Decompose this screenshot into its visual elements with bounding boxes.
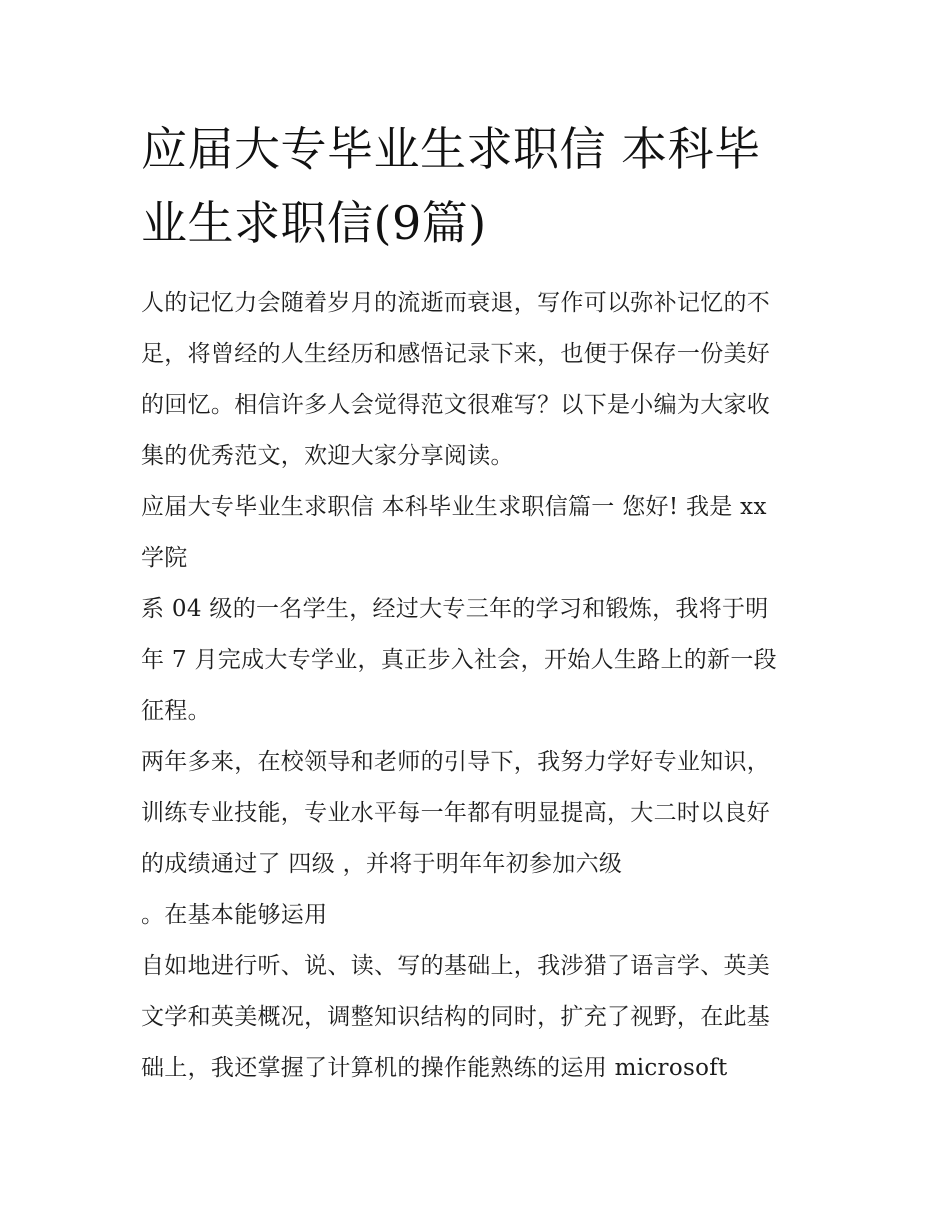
text-line: 的成绩通过了 四级 ，并将于明年年初参加六级 — [141, 851, 623, 877]
text-line: 学院 — [141, 545, 188, 571]
document-content — [141, 112, 821, 1094]
text-line: 的回忆。相信许多人会觉得范文很难写？以下是小编为大家收 — [141, 392, 771, 418]
text-line: 础上，我还掌握了计算机的操作能熟练的运用 microsoft — [141, 1055, 728, 1081]
text-line: 。在基本能够运用 — [141, 902, 328, 928]
text-line: 集的优秀范文，欢迎大家分享阅读。 — [141, 443, 514, 469]
document-body — [141, 278, 821, 1094]
text-line: 人的记忆力会随着岁月的流逝而衰退，写作可以弥补记忆的不 — [141, 290, 771, 316]
text-line: 年 7 月完成大专学业，真正步入社会，开始人生路上的新一段 — [141, 647, 777, 673]
text-line: 系 04 级的一名学生，经过大专三年的学习和锻炼，我将于明 — [141, 596, 769, 622]
paragraph-greeting — [141, 482, 821, 584]
title-line: 业生求职信(9篇) — [141, 196, 487, 250]
text-line: 征程。 — [141, 698, 211, 724]
title-line: 应届大专毕业生求职信 本科毕 — [141, 122, 761, 176]
document-title — [141, 112, 821, 260]
text-line: 两年多来，在校领导和老师的引导下，我努力学好专业知识， — [141, 749, 771, 775]
text-line: 应届大专毕业生求职信 本科毕业生求职信篇一 您好! 我是 xx — [141, 494, 767, 520]
paragraph-study — [141, 737, 821, 890]
text-line: 足，将曾经的人生经历和感悟记录下来，也便于保存一份美好 — [141, 341, 771, 367]
paragraph-fragment — [141, 890, 821, 941]
text-line: 文学和英美概况，调整知识结构的同时，扩充了视野，在此基 — [141, 1004, 771, 1030]
paragraph-student-info — [141, 584, 821, 737]
text-line: 自如地进行听、说、读、写的基础上，我涉猎了语言学、英美 — [141, 953, 771, 979]
text-line: 训练专业技能，专业水平每一年都有明显提高，大二时以良好 — [141, 800, 771, 826]
paragraph-intro — [141, 278, 821, 482]
paragraph-skills — [141, 941, 821, 1094]
